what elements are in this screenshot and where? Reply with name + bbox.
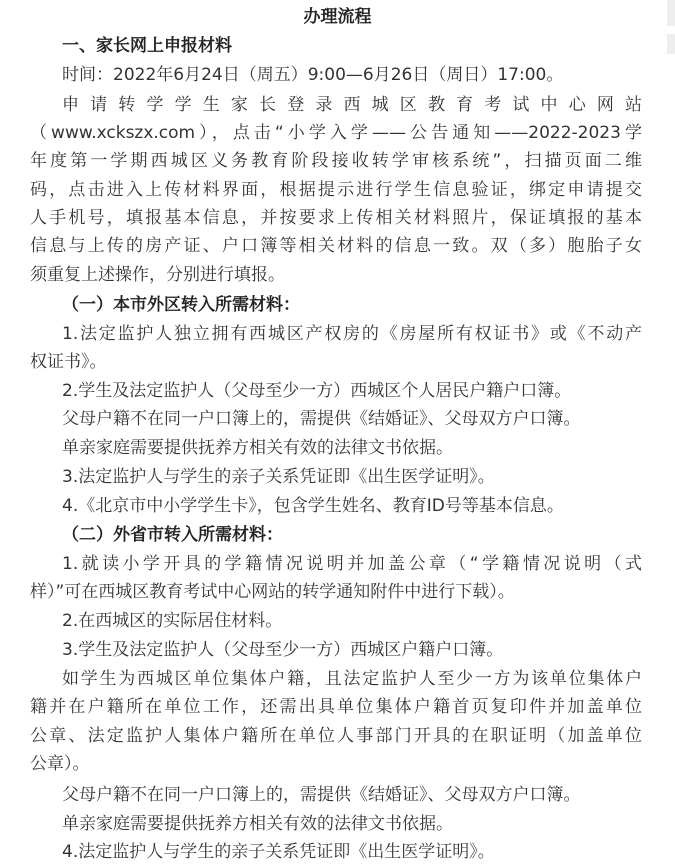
list-item: 1.就读小学开具的学籍情况说明并加盖公章（“学籍情况说明（式	[62, 554, 642, 574]
list-item: 样）”可在西城区教育考试中心网站的转学通知附件中进行下载）。	[30, 582, 515, 602]
list-item: 2.学生及法定监护人（父母至少一方）西城区个人居民户籍户口簿。	[62, 381, 572, 401]
paragraph-line: 信息与上传的房产证、户口簿等相关材料的信息一致。双（多）胞胎子女	[30, 236, 642, 256]
section-heading: 一、家长网上申报材料	[62, 36, 232, 56]
list-item: 父母户籍不在同一户口簿上的，需提供《结婚证》、父母双方户口簿。	[62, 785, 581, 805]
list-item: 单亲家庭需要提供抚养方相关有效的法律文书依据。	[62, 814, 453, 834]
paragraph-line: 人手机号，填报基本信息，并按要求上传相关材料照片，保证填报的基本	[30, 208, 642, 228]
paragraph-line: 码，点击进入上传材料界面，根据提示进行学生信息验证，绑定申请提交	[30, 180, 642, 200]
list-item: 籍并在户籍所在单位工作，还需出具单位集体户籍首页复印件并加盖单位	[30, 697, 642, 717]
edge-shade	[667, 34, 675, 54]
subsection-heading: （二）外省市转入所需材料：	[62, 525, 283, 545]
list-item: 父母户籍不在同一户口簿上的，需提供《结婚证》、父母双方户口簿。	[62, 409, 581, 429]
paragraph-line: 申请转学学生家长登录西城区教育考试中心网站	[62, 95, 642, 115]
list-item: 1.法定监护人独立拥有西城区产权房的《房屋所有权证书》或《不动产	[62, 324, 642, 344]
list-item: 如学生为西城区单位集体户籍，且法定监护人至少一方为该单位集体户	[62, 669, 642, 689]
list-item: 4.法定监护人与学生的亲子关系凭证即《出生医学证明》。	[62, 842, 495, 862]
list-item: 单亲家庭需要提供抚养方相关有效的法律文书依据。	[62, 438, 453, 458]
paragraph-line: 须重复上述操作，分别进行填报。	[30, 265, 285, 285]
subsection-heading: （一）本市外区转入所需材料：	[62, 295, 300, 315]
page-title: 办理流程	[303, 7, 372, 27]
list-item: 3.学生及法定监护人（父母至少一方）西城区户籍户口簿。	[62, 640, 504, 660]
paragraph-line: 年度第一学期西城区义务教育阶段接收转学审核系统”，扫描页面二维	[30, 151, 642, 171]
time-line: 时间：2022年6月24日（周五）9:00—6月26日（周日）17:00。	[62, 65, 564, 85]
paragraph-line: （www.xckszx.com），点击“小学入学——公告通知——2022-2023学	[30, 123, 642, 143]
list-item: 公章、法定监护人集体户籍所在单位人事部门开具的在职证明（加盖单位	[30, 726, 642, 746]
list-item: 3.法定监护人与学生的亲子关系凭证即《出生医学证明》。	[62, 467, 495, 487]
list-item: 权证书》。	[30, 352, 107, 372]
list-item: 4.《北京市中小学学生卡》，包含学生姓名、教育ID号等基本信息。	[62, 496, 564, 516]
list-item: 2.在西城区的实际居住材料。	[62, 611, 283, 631]
list-item: 公章）。	[30, 754, 90, 774]
